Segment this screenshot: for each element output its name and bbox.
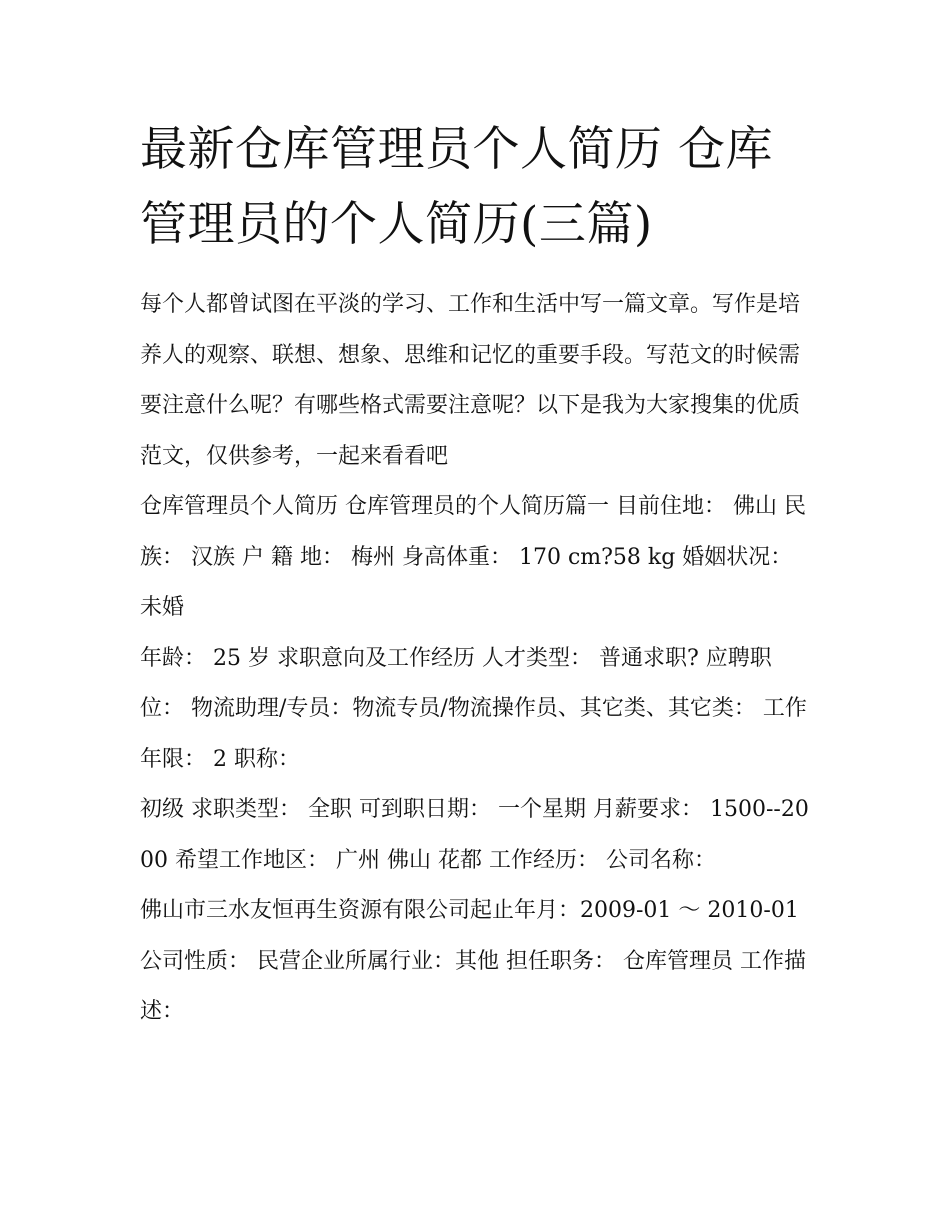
- document-title: 最新仓库管理员个人简历 仓库管理员的个人简历(三篇): [140, 122, 773, 252]
- intro-paragraph: 每个人都曾试图在平淡的学习、工作和生活中写一篇文章。写作是培养人的观察、联想、想象、思维和记忆的重要手段。写范文的时候需要注意什么呢？有哪些格式需要注意呢？以下是我为大家搜集的优质范文，仅供参考，一起来看看吧: [140, 292, 801, 469]
- resume-paragraph-personal-info: 仓库管理员个人简历 仓库管理员的个人简历篇一 目前住地： 佛山 民族： 汉族 户 籍 地： 梅州 身高体重： 170 cm?58 kg 婚姻状况： 未婚: [140, 494, 806, 620]
- resume-paragraph-job-requirements: 初级 求职类型： 全职 可到职日期： 一个星期 月薪要求： 1500--2000 希望工作地区： 广州 佛山 花都 工作经历： 公司名称：: [140, 797, 809, 873]
- resume-paragraph-work-experience: 佛山市三水友恒再生资源有限公司起止年月：2009-01 ～ 2010-01 公司性质： 民营企业所属行业：其他 担任职务： 仓库管理员 工作描述：: [140, 898, 806, 1024]
- resume-paragraph-job-intention: 年龄： 25 岁 求职意向及工作经历 人才类型： 普通求职? 应聘职位： 物流助理/专员：物流专员/物流操作员、其它类、其它类： 工作年限： 2 职称：: [140, 645, 807, 772]
